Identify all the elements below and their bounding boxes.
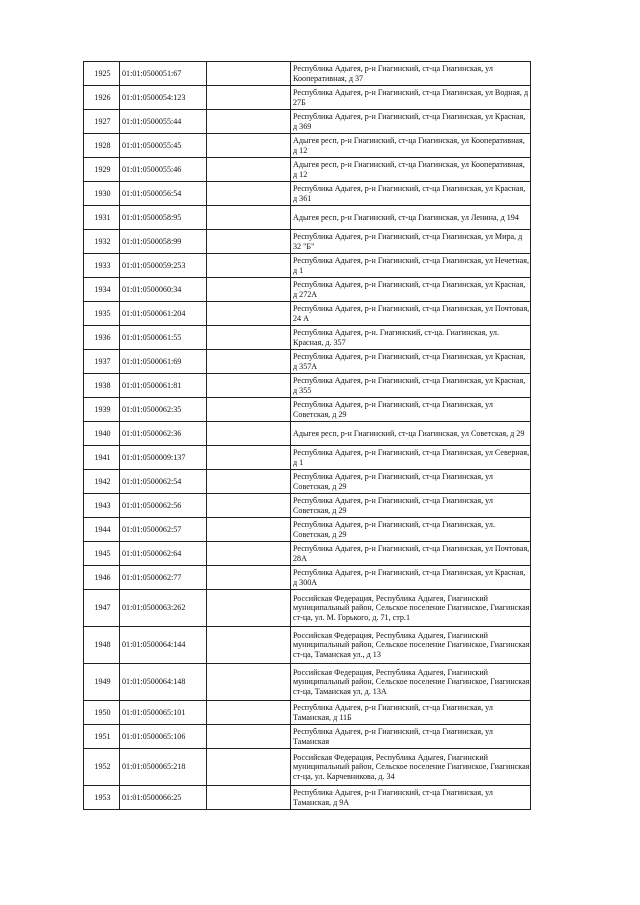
row-number: 1931	[84, 206, 120, 230]
address: Республика Адыгея, р-н Гиагинский, ст-ца Гиагинская, ул Кооперативная, д 37	[291, 62, 531, 86]
empty-cell	[207, 749, 291, 786]
address: Российская Федерация, Республика Адыгея, Гиагинский муниципальный район, Сельское поселение Гиагинское, Гиагинская ст-ца, ул. Карчевникова, д. 34	[291, 749, 531, 786]
empty-cell	[207, 470, 291, 494]
cadastral-number: 01:01:0500056:54	[120, 182, 207, 206]
table-row	[84, 446, 531, 470]
empty-cell	[207, 302, 291, 326]
table-row	[84, 542, 531, 566]
table-row	[84, 664, 531, 701]
row-number: 1938	[84, 374, 120, 398]
cadastral-number: 01:01:0500066:25	[120, 786, 207, 810]
address: Республика Адыгея, р-н Гиагинский, ст-ца Гиагинская, ул Советская, д 29	[291, 398, 531, 422]
empty-cell	[207, 786, 291, 810]
empty-cell	[207, 422, 291, 446]
empty-cell	[207, 206, 291, 230]
table-row	[84, 374, 531, 398]
cadastral-number: 01:01:0500061:69	[120, 350, 207, 374]
table-row	[84, 86, 531, 110]
table-row	[84, 786, 531, 810]
table-row	[84, 470, 531, 494]
table-row	[84, 518, 531, 542]
table-row	[84, 254, 531, 278]
cadastral-number: 01:01:0500059:253	[120, 254, 207, 278]
cadastral-number: 01:01:0500060:34	[120, 278, 207, 302]
table-row	[84, 398, 531, 422]
cadastral-number: 01:01:0500062:36	[120, 422, 207, 446]
address: Республика Адыгея, р-н Гиагинский, ст-ца Гиагинская, ул Советская, д 29	[291, 470, 531, 494]
empty-cell	[207, 374, 291, 398]
row-number: 1935	[84, 302, 120, 326]
address: Республика Адыгея, р-н Гиагинский, ст-ца Гиагинская, ул Нечетная, д 1	[291, 254, 531, 278]
cadastral-number: 01:01:0500062:56	[120, 494, 207, 518]
address: Республика Адыгея, р-н Гиагинский, ст-ца Гиагинская, ул Северная, д 1	[291, 446, 531, 470]
cadastral-number: 01:01:0500062:54	[120, 470, 207, 494]
cadastral-number: 01:01:0500065:106	[120, 725, 207, 749]
table-row	[84, 725, 531, 749]
empty-cell	[207, 590, 291, 627]
empty-cell	[207, 62, 291, 86]
table-row	[84, 302, 531, 326]
table-row	[84, 158, 531, 182]
property-register-table	[83, 61, 531, 810]
table-row	[84, 326, 531, 350]
table-row	[84, 627, 531, 664]
empty-cell	[207, 278, 291, 302]
address: Республика Адыгея, р-н Гиагинский, ст-ца Гиагинская, ул Таманская, д 9А	[291, 786, 531, 810]
row-number: 1941	[84, 446, 120, 470]
empty-cell	[207, 398, 291, 422]
row-number: 1943	[84, 494, 120, 518]
empty-cell	[207, 566, 291, 590]
row-number: 1928	[84, 134, 120, 158]
cadastral-number: 01:01:0500061:81	[120, 374, 207, 398]
address: Российская Федерация, Республика Адыгея, Гиагинский муниципальный район, Сельское поселение Гиагинское, Гиагинская ст-ца, ул. М. Горького, д. 71, стр.1	[291, 590, 531, 627]
empty-cell	[207, 230, 291, 254]
empty-cell	[207, 182, 291, 206]
row-number: 1944	[84, 518, 120, 542]
row-number: 1927	[84, 110, 120, 134]
address: Республика Адыгея, р-н Гиагинский, ст-ца Гиагинская, ул Красная, д 369	[291, 110, 531, 134]
empty-cell	[207, 350, 291, 374]
row-number: 1939	[84, 398, 120, 422]
address: Республика Адыгея, р-н Гиагинский, ст-ца Гиагинская, ул Красная, д 355	[291, 374, 531, 398]
empty-cell	[207, 627, 291, 664]
cadastral-number: 01:01:0500055:44	[120, 110, 207, 134]
cadastral-number: 01:01:0500058:99	[120, 230, 207, 254]
row-number: 1942	[84, 470, 120, 494]
cadastral-number: 01:01:0500062:77	[120, 566, 207, 590]
cadastral-number: 01:01:0500009:137	[120, 446, 207, 470]
table-row	[84, 749, 531, 786]
address: Российская Федерация, Республика Адыгея, Гиагинский муниципальный район, Сельское поселение Гиагинское, Гиагинская ст-ца, Таманская ул, д. 13А	[291, 664, 531, 701]
cadastral-number: 01:01:0500055:46	[120, 158, 207, 182]
row-number: 1932	[84, 230, 120, 254]
cadastral-number: 01:01:0500063:262	[120, 590, 207, 627]
empty-cell	[207, 110, 291, 134]
address: Республика Адыгея, р-н Гиагинский, ст-ца Гиагинская, ул Водная, д 27Б	[291, 86, 531, 110]
table-row	[84, 110, 531, 134]
cadastral-number: 01:01:0500062:57	[120, 518, 207, 542]
address: Республика Адыгея, р-н. Гиагинский, ст-ца. Гиагинская, ул. Красная, д. 357	[291, 326, 531, 350]
table-row	[84, 701, 531, 725]
row-number: 1929	[84, 158, 120, 182]
address: Адыгея респ, р-н Гиагинский, ст-ца Гиагинская, ул Кооперативная, д 12	[291, 134, 531, 158]
empty-cell	[207, 725, 291, 749]
row-number: 1947	[84, 590, 120, 627]
row-number: 1930	[84, 182, 120, 206]
address: Адыгея респ, р-н Гиагинский, ст-ца Гиагинская, ул Кооперативная, д 12	[291, 158, 531, 182]
table-body	[84, 62, 531, 810]
row-number: 1951	[84, 725, 120, 749]
address: Республика Адыгея, р-н Гиагинский, ст-ца Гиагинская, ул Таманская, д 11Б	[291, 701, 531, 725]
address: Республика Адыгея, р-н Гиагинский, ст-ца Гиагинская, ул Таманская	[291, 725, 531, 749]
cadastral-number: 01:01:0500062:64	[120, 542, 207, 566]
table-row	[84, 182, 531, 206]
empty-cell	[207, 254, 291, 278]
table-row	[84, 494, 531, 518]
cadastral-number: 01:01:0500065:218	[120, 749, 207, 786]
empty-cell	[207, 326, 291, 350]
empty-cell	[207, 701, 291, 725]
address: Республика Адыгея, р-н Гиагинский, ст-ца Гиагинская, ул Мира, д 32 "Б"	[291, 230, 531, 254]
row-number: 1949	[84, 664, 120, 701]
row-number: 1946	[84, 566, 120, 590]
address: Республика Адыгея, р-н Гиагинский, ст-ца Гиагинская, ул Почтовая, 24 А	[291, 302, 531, 326]
table-row	[84, 134, 531, 158]
address: Республика Адыгея, р-н Гиагинский, ст-ца Гиагинская, ул Красная, д 272А	[291, 278, 531, 302]
address: Адыгея респ, р-н Гиагинский, ст-ца Гиагинская, ул Ленина, д 194	[291, 206, 531, 230]
cadastral-number: 01:01:0500065:101	[120, 701, 207, 725]
row-number: 1940	[84, 422, 120, 446]
row-number: 1937	[84, 350, 120, 374]
row-number: 1933	[84, 254, 120, 278]
empty-cell	[207, 86, 291, 110]
empty-cell	[207, 518, 291, 542]
row-number: 1934	[84, 278, 120, 302]
table-row	[84, 62, 531, 86]
cadastral-number: 01:01:0500064:144	[120, 627, 207, 664]
table-row	[84, 206, 531, 230]
empty-cell	[207, 542, 291, 566]
row-number: 1953	[84, 786, 120, 810]
cadastral-number: 01:01:0500051:67	[120, 62, 207, 86]
address: Республика Адыгея, р-н Гиагинский, ст-ца Гиагинская, ул Советская, д 29	[291, 494, 531, 518]
address: Адыгея респ, р-н Гиагинский, ст-ца Гиагинская, ул Советская, д 29	[291, 422, 531, 446]
row-number: 1945	[84, 542, 120, 566]
row-number: 1948	[84, 627, 120, 664]
cadastral-number: 01:01:0500062:35	[120, 398, 207, 422]
row-number: 1952	[84, 749, 120, 786]
row-number: 1925	[84, 62, 120, 86]
table-row	[84, 566, 531, 590]
cadastral-number: 01:01:0500061:204	[120, 302, 207, 326]
table-row	[84, 422, 531, 446]
table-row	[84, 350, 531, 374]
address: Российская Федерация, Республика Адыгея, Гиагинский муниципальный район, Сельское поселение Гиагинское, Гиагинская ст-ца, Таманская ул., д 13	[291, 627, 531, 664]
empty-cell	[207, 664, 291, 701]
cadastral-number: 01:01:0500058:95	[120, 206, 207, 230]
empty-cell	[207, 446, 291, 470]
address: Республика Адыгея, р-н Гиагинский, ст-ца Гиагинская, ул Почтовая, 28А	[291, 542, 531, 566]
address: Республика Адыгея, р-н Гиагинский, ст-ца Гиагинская, ул. Советская, д 29	[291, 518, 531, 542]
cadastral-number: 01:01:0500064:148	[120, 664, 207, 701]
empty-cell	[207, 494, 291, 518]
address: Республика Адыгея, р-н Гиагинский, ст-ца Гиагинская, ул Красная, д 300А	[291, 566, 531, 590]
table-row	[84, 230, 531, 254]
address: Республика Адыгея, р-н Гиагинский, ст-ца Гиагинская, ул Красная, д 357А	[291, 350, 531, 374]
empty-cell	[207, 134, 291, 158]
empty-cell	[207, 158, 291, 182]
row-number: 1950	[84, 701, 120, 725]
cadastral-number: 01:01:0500055:45	[120, 134, 207, 158]
row-number: 1936	[84, 326, 120, 350]
table-row	[84, 278, 531, 302]
cadastral-number: 01:01:0500054:123	[120, 86, 207, 110]
row-number: 1926	[84, 86, 120, 110]
cadastral-number: 01:01:0500061:55	[120, 326, 207, 350]
address: Республика Адыгея, р-н Гиагинский, ст-ца Гиагинская, ул Красная, д 361	[291, 182, 531, 206]
table-row	[84, 590, 531, 627]
